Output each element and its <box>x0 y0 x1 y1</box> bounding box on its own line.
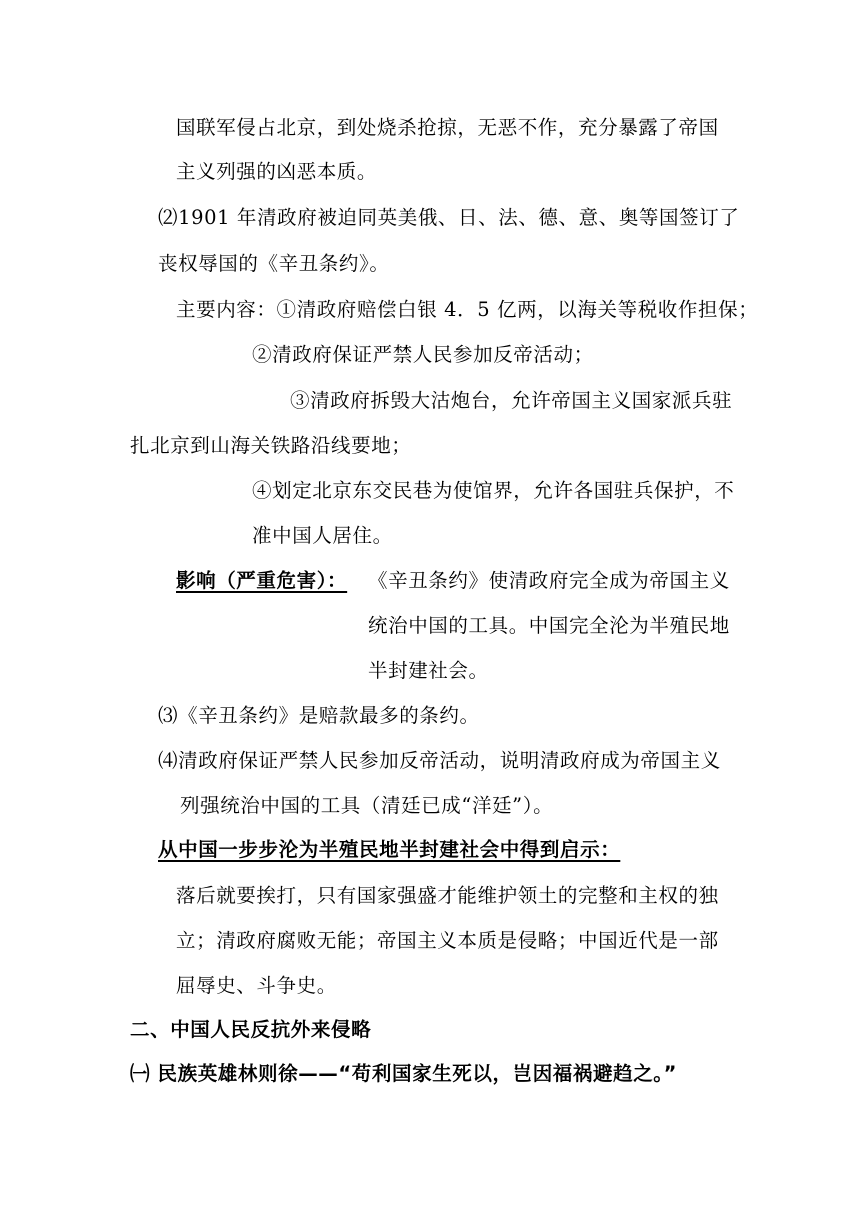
paragraph-line: 丧权辱国的《辛丑条约》。 <box>158 252 390 275</box>
paragraph-line: 主义列强的凶恶本质。 <box>176 160 378 183</box>
influence-text: 半封建社会。 <box>368 659 489 682</box>
enlightenment-text: 立；清政府腐败无能；帝国主义本质是侵略；中国近代是一部 <box>176 929 719 952</box>
list-item-4: ⑷清政府保证严禁人民参加反帝活动，说明清政府成为帝国主义 <box>158 749 721 772</box>
section-heading: 二、中国人民反抗外来侵略 <box>130 1018 372 1041</box>
main-content-item-1: 主要内容：①清政府赔偿白银 4．5 亿两，以海关等税收作担保； <box>176 298 759 321</box>
paragraph-line: 列强统治中国的工具（清廷已成“洋廷”）。 <box>180 794 554 817</box>
list-item-2: ⑵1901 年清政府被迫同英美俄、日、法、德、意、奥等国签订了 <box>158 206 740 229</box>
influence-text: 统治中国的工具。中国完全沦为半殖民地 <box>368 614 730 637</box>
enlightenment-text: 屈辱史、斗争史。 <box>176 974 337 997</box>
paragraph-line: 准中国人居住。 <box>252 524 393 547</box>
paragraph-line: 国联军侵占北京，到处烧杀抢掠，无恶不作，充分暴露了帝国 <box>176 116 719 139</box>
influence-heading: 影响（严重危害）： <box>176 569 348 592</box>
enlightenment-heading: 从中国一步步沦为半殖民地半封建社会中得到启示： <box>158 838 621 861</box>
main-content-item-3: ③清政府拆毁大沽炮台，允许帝国主义国家派兵驻 <box>290 389 733 412</box>
main-content-item-4: ④划定北京东交民巷为使馆界，允许各国驻兵保护，不 <box>252 479 735 502</box>
main-content-item-2: ②清政府保证严禁人民参加反帝活动； <box>252 343 594 366</box>
paragraph-line: 扎北京到山海关铁路沿线要地； <box>130 434 412 457</box>
list-item-3: ⑶《辛丑条约》是赔款最多的条约。 <box>158 704 480 727</box>
influence-text: 《辛丑条约》使清政府完全成为帝国主义 <box>368 569 730 592</box>
enlightenment-text: 落后就要挨打，只有国家强盛才能维护领土的完整和主权的独 <box>176 884 719 907</box>
subsection-heading: ㈠ 民族英雄林则徐——“苟利国家生死以，岂因福祸避趋之。” <box>130 1062 678 1085</box>
